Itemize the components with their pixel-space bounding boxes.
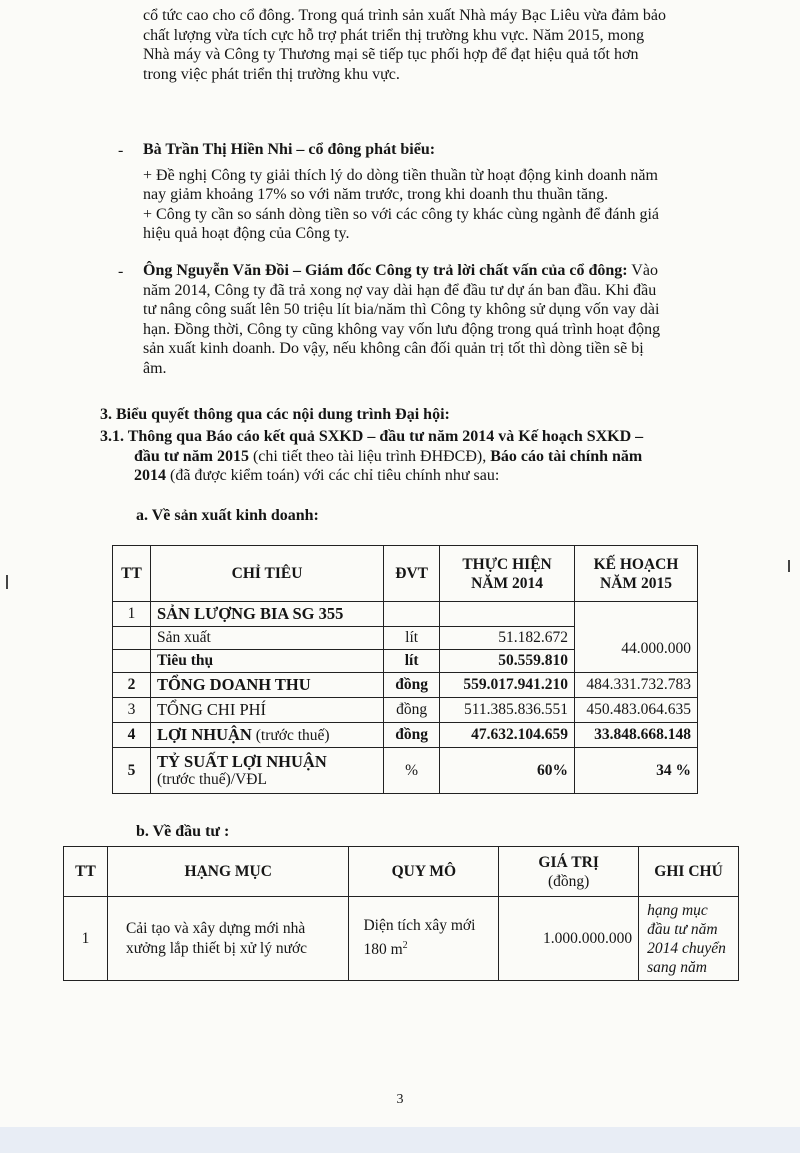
table-row [113, 627, 698, 650]
bullet-dash: - [118, 142, 124, 159]
speaker2-line: tư nâng công suất lên 50 triệu lít bia/năm thì Công ty không sử dụng vốn vay dài [143, 301, 660, 318]
row-item: xưởng lắp thiết bị xử lý nước [125, 939, 308, 957]
right-edge-mark [788, 560, 790, 572]
speaker2-first-tail: Vào [627, 262, 658, 279]
speaker1-line: hiệu quả hoạt động của Công ty. [143, 225, 350, 242]
speaker1-line: nay giảm khoảng 17% so với năm trước, trong khi doanh thu thuần tăng. [143, 186, 609, 203]
intro-paragraph [143, 6, 735, 84]
bullet-dash: - [118, 263, 124, 280]
row-scale: 180 m [363, 941, 403, 959]
row-name-line2: (trước thuế)/VĐL [156, 770, 267, 788]
row-plan: 484.331.732.783 [575, 673, 698, 698]
row-name: Sản xuất [150, 627, 383, 650]
header-scale: QUY MÔ [349, 847, 499, 897]
row-actual: 51.182.672 [440, 627, 575, 650]
table-header-row [64, 847, 739, 897]
header-note: GHI CHÚ [639, 847, 739, 897]
section3-1-bold: đầu tư năm 2015 [134, 447, 249, 465]
section3-1-line1: 3.1. Thông qua Báo cáo kết quả SXKD – đầu tư năm 2014 và Kế hoạch SXKD – [100, 428, 644, 445]
row-tt: 4 [113, 723, 151, 748]
row-plan: 34 % [575, 748, 698, 794]
table-row [113, 673, 698, 698]
row-tt: 5 [113, 748, 151, 794]
speaker1-line: + Công ty cần so sánh dòng tiền so với các công ty khác cùng ngành để đánh giá [143, 205, 660, 223]
speaker2-line: hạn. Đồng thời, Công ty cũng không vay vốn lưu động trong quá trình hoạt động [143, 320, 661, 338]
row-note: 2014 chuyển [647, 939, 726, 957]
row-plan: 450.483.064.635 [575, 698, 698, 723]
header-indicator: CHỈ TIÊU [150, 546, 383, 602]
bottom-band [0, 1127, 800, 1153]
production-table [112, 545, 698, 794]
table-row [113, 723, 698, 748]
row-note: sang năm [647, 958, 707, 976]
row-note: đầu tư năm [647, 920, 718, 938]
row-tt: 3 [113, 698, 151, 723]
section3-1-bold: Báo cáo tài chính năm [490, 447, 643, 465]
row-name: Tiêu thụ [150, 650, 383, 673]
row-name: SẢN LƯỢNG BIA SG 355 [150, 602, 383, 627]
speaker2-line: năm 2014, Công ty đã trả xong nợ vay dài hạn để đầu tư dự án ban đầu. Khi đầu [143, 281, 657, 299]
row-plan: 44.000.000 [575, 627, 698, 673]
row-tt: 2 [113, 673, 151, 698]
row-tt [113, 627, 151, 650]
speaker2-block [143, 261, 735, 378]
header-actual: THỰC HIỆN NĂM 2014 [440, 546, 575, 602]
intro-line: cổ tức cao cho cổ đông. Trong quá trình sản xuất Nhà máy Bạc Liêu vừa đảm bảo [143, 7, 666, 24]
row-plan [575, 602, 698, 627]
row-actual: 47.632.104.659 [440, 723, 575, 748]
row-unit: lít [384, 650, 440, 673]
part-a-title: a. Về sản xuất kinh doanh: [136, 507, 319, 524]
speaker1-name: Bà Trần Thị Hiền Nhi – cổ đông phát biểu: [143, 141, 436, 158]
speaker2-name: Ông Nguyễn Văn Đồi – Giám đốc Công ty trả lời chất vấn của cổ đông: [143, 262, 628, 279]
speaker2-line: sản xuất kinh doanh. Do vậy, nếu không cân đối quản trị tốt thì dòng tiền sẽ bị [143, 340, 644, 357]
row-unit [384, 602, 440, 627]
table-row [64, 897, 739, 981]
table-row [113, 698, 698, 723]
table-header-row [113, 546, 698, 602]
row-scale: Diện tích xây mới [363, 917, 476, 935]
row-item: Cải tạo và xây dựng mới nhà [125, 919, 306, 937]
row-note: hạng mục [647, 901, 708, 919]
page-number: 3 [396, 1092, 404, 1107]
speaker1-block [143, 140, 735, 244]
header-tt: TT [64, 847, 108, 897]
row-unit: đồng [384, 698, 440, 723]
row-tt: 1 [113, 602, 151, 627]
row-tt [113, 650, 151, 673]
header-value: GIÁ TRỊ [538, 853, 599, 871]
header-value-unit: (đồng) [547, 872, 590, 890]
row-unit: lít [384, 627, 440, 650]
table-row [113, 602, 698, 627]
row-name: TỔNG DOANH THU [150, 673, 383, 698]
row-actual: 50.559.810 [440, 650, 575, 673]
row-actual: 511.385.836.551 [440, 698, 575, 723]
left-edge-mark [6, 575, 8, 589]
intro-line: Nhà máy và Công ty Thương mại sẽ tiếp tục phối hợp để đạt hiệu quả tốt hơn [143, 46, 639, 63]
investment-table [63, 846, 739, 981]
intro-line: trong việc phát triển thị trường khu vực. [143, 65, 400, 83]
intro-line: chất lượng vừa tích cực hỗ trợ phát triển thị trường khu vực. Năm 2015, mong [143, 26, 645, 44]
row-tt: 1 [64, 897, 108, 981]
part-b-title: b. Về đầu tư : [136, 823, 230, 840]
row-value: 1.000.000.000 [499, 897, 639, 981]
section3-1-bold: 2014 [134, 467, 166, 484]
row-actual: 559.017.941.210 [440, 673, 575, 698]
header-tt: TT [113, 546, 151, 602]
header-plan: KẾ HOẠCH NĂM 2015 [575, 546, 698, 602]
row-unit: đồng [384, 723, 440, 748]
row-name: TỶ SUẤT LỢI NHUẬN [156, 751, 327, 771]
section3-1-normal: (chi tiết theo tài liệu trình ĐHĐCĐ), [248, 447, 491, 465]
speaker2-line: âm. [143, 359, 167, 377]
table-row [113, 748, 698, 794]
row-unit: đồng [384, 673, 440, 698]
header-item: HẠNG MỤC [107, 847, 349, 897]
row-name-suffix: (trước thuế) [251, 727, 330, 744]
header-unit: ĐVT [384, 546, 440, 602]
section3-1-text [100, 427, 740, 486]
row-name: TỔNG CHI PHÍ [150, 698, 383, 723]
row-name: LỢI NHUẬN [156, 725, 252, 744]
section3-1-normal: (đã được kiểm toán) với các chỉ tiêu chính như sau: [166, 467, 500, 484]
row-actual: 60% [440, 748, 575, 794]
section3-title: 3. Biểu quyết thông qua các nội dung trình Đại hội: [100, 406, 450, 423]
row-unit: % [384, 748, 440, 794]
row-actual [440, 602, 575, 627]
row-scale-sup: 2 [402, 940, 408, 952]
speaker1-line: + Đề nghị Công ty giải thích lý do dòng tiền thuần từ hoạt động kinh doanh năm [143, 166, 658, 184]
row-plan: 33.848.668.148 [575, 723, 698, 748]
